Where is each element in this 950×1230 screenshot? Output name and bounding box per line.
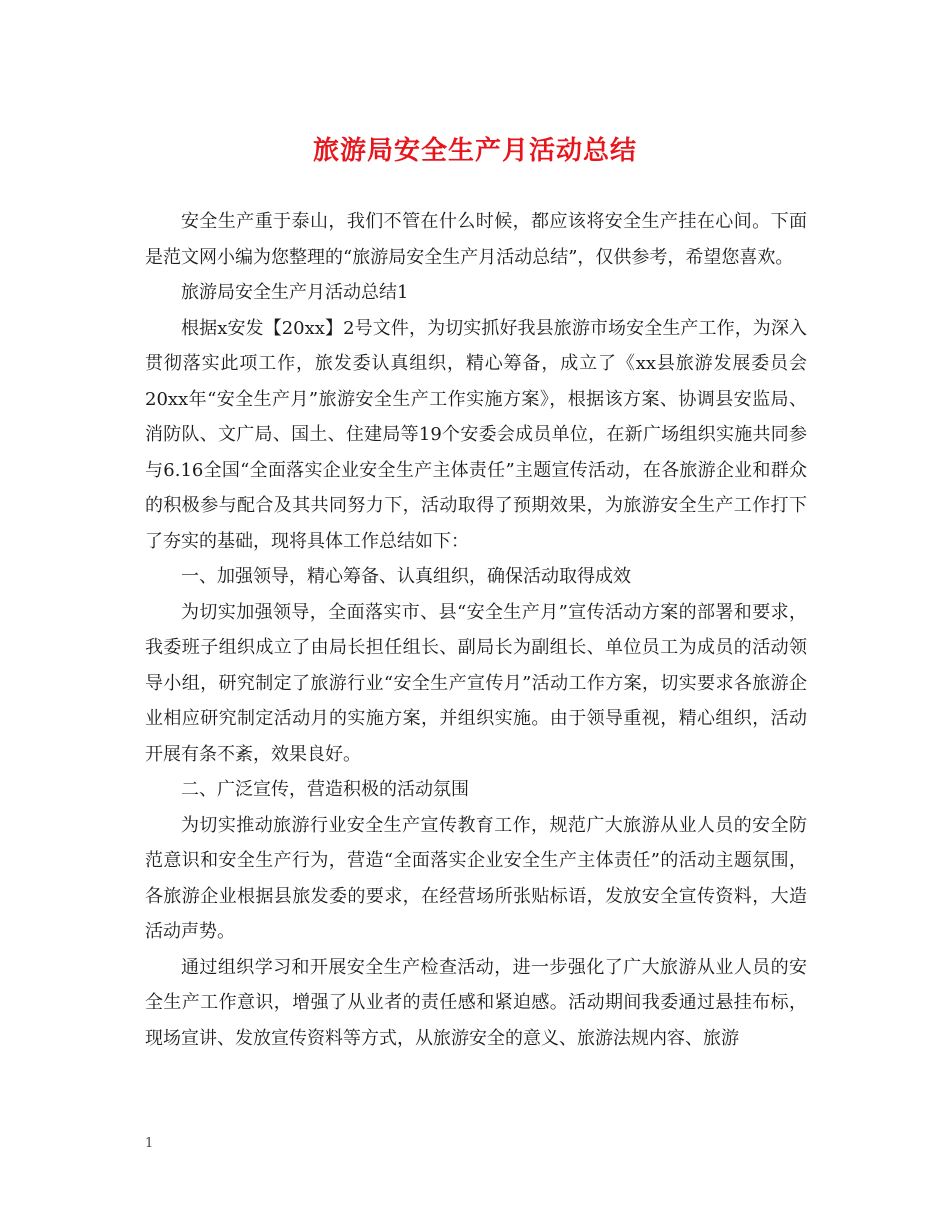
paragraph-intro: 安全生产重于泰山，我们不管在什么时候，都应该将安全生产挂在心间。下面是范文网小编为您整理的“旅游局安全生产月活动总结”，仅供参考，希望您喜欢。	[145, 211, 807, 268]
paragraph-leadership: 为切实加强领导，全面落实市、县“安全生产月”宣传活动方案的部署和要求，我委班子组织成立了由局长担任组长、副局长为副组长、单位员工为成员的活动领导小组，研究制定了旅游行业“安全生产宣传月”活动工作方案，切实要求各旅游企业相应研究制定活动月的实施方案，并组织实施。由于领导重视，精心组织，活动开展有条不紊，效果良好。	[145, 601, 807, 765]
paragraph-inspection: 通过组织学习和开展安全生产检查活动，进一步强化了广大旅游从业人员的安全生产工作意识，增强了从业者的责任感和紧迫感。活动期间我委通过悬挂布标，现场宣讲、发放宣传资料等方式，从旅游安全的意义、旅游法规内容、旅游	[145, 956, 807, 1049]
section-heading-publicity: 二、广泛宣传，营造积极的活动氛围	[181, 779, 469, 800]
document-body	[145, 204, 807, 1056]
paragraph-background: 根据x安发【20xx】2号文件，为切实抓好我县旅游市场安全生产工作，为深入贯彻落实此项工作，旅发委认真组织，精心筹备，成立了《xx县旅游发展委员会20xx年“安全生产月”旅游安全生产工作实施方案》，根据该方案、协调县安监局、消防队、文广局、国土、住建局等19个安委会成员单位，在新广场组织实施共同参与6.16全国“全面落实企业安全生产主体责任”主题宣传活动，在各旅游企业和群众的积极参与配合及其共同努力下，活动取得了预期效果，为旅游安全生产工作打下了夯实的基础，现将具体工作总结如下：	[145, 317, 807, 552]
section-heading-leadership: 一、加强领导，精心筹备、认真组织，确保活动取得成效	[181, 566, 631, 587]
paragraph-publicity: 为切实推动旅游行业安全生产宣传教育工作，规范广大旅游从业人员的安全防范意识和安全生产行为，营造“全面落实企业安全生产主体责任”的活动主题氛围，各旅游企业根据县旅发委的要求，在经营场所张贴标语，发放安全宣传资料，大造活动声势。	[145, 814, 807, 942]
page-number: 1	[145, 1136, 154, 1151]
document-title: 旅游局安全生产月活动总结	[312, 136, 637, 166]
section-heading-summary-1: 旅游局安全生产月活动总结1	[181, 282, 409, 303]
